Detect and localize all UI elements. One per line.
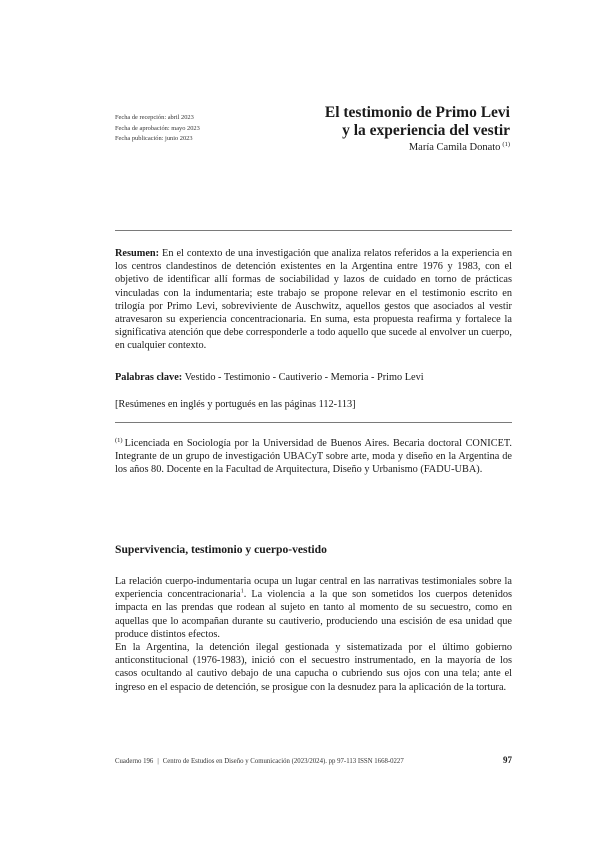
body-paragraph-1: [115, 575, 512, 641]
author-footnote: [115, 437, 512, 477]
abstract: [115, 247, 512, 353]
section-heading: Supervivencia, testimonio y cuerpo-vestido: [115, 543, 327, 556]
author-note-marker: (1): [502, 140, 510, 148]
body-paragraph-2: En la Argentina, la detención ilegal gestionada y sistematizada por el último gobierno anticonstitucional (1976-1983), inició con el secuestro instrumentado, en la mayoría de los casos ocultando al cautivo debajo de una capucha o cubriendo sus ojos con una tela; ante el ingreso en el espacio de detención, se prosigue con la desnudez para la aplicación de la tortura.: [115, 642, 512, 693]
footnote-reference: 1: [240, 588, 244, 595]
publisher-info: Centro de Estudios en Diseño y Comunicación (2023/2024). pp 97-113 ISSN 1668-0227: [162, 758, 404, 765]
article-title: [210, 104, 510, 139]
top-divider: [115, 230, 512, 231]
footer-separator: |: [157, 758, 159, 765]
footnote-text: Licenciada en Sociología por la Universidad de Buenos Aires. Becaria doctoral CONICET. Integrante de un grupo de investigación UBACyT sobre arte, moda y diseño en la Argentina de los años 80. Docente en la Facultad de Arquitectura, Diseño y Urbanismo (FADU-UBA).: [115, 438, 512, 476]
abstracts-other-languages-note: [Resúmenes en inglés y portugués en las páginas 112-113]: [115, 399, 356, 410]
reception-date: Fecha de recepción: abril 2023: [115, 114, 194, 121]
abstract-text: En el contexto de una investigación que analiza relatos referidos a la experiencia en los centros clandestinos de detención existentes en la Argentina entre 1976 y 1983, con el objetivo de identificar allí formas de sociabilidad y lazos de cuidado en torno de prácticas vinculadas con la indumentaria; este trabajo se propone relevar en el testimonio escrito en trilogía por Primo Levi, sobreviviente de Auschwitz, aquellos gestos que asociados al vestir atravesaron su experiencia concentracionaria. En suma, esta propuesta reafirma y fortalece la significativa atención que debe corresponderle a todo aquello que sucede al envolver un cuerpo, en cualquier contexto.: [115, 248, 512, 352]
paragraph-1-text-b: . La violencia a la que son sometidos los cuerpos detenidos impacta en las prendas que rodean al sujeto en tanto al momento de su secuestro, como en aquellas que lo acompañan durante su cautiverio, produciendo una escisión de esa unidad que produce distintos efectos.: [115, 589, 512, 640]
bottom-divider: [115, 422, 512, 423]
keywords: [115, 371, 512, 384]
footnote-marker: (1): [115, 436, 123, 444]
page-number: 97: [503, 755, 512, 765]
body-text: [115, 575, 512, 694]
article-author: [210, 141, 510, 154]
keywords-label: Palabras clave:: [115, 372, 183, 383]
paragraph-1-text-a: La relación cuerpo-indumentaria ocupa un lugar central en las narrativas testimoniales sobre la experiencia concentracionaria: [115, 576, 512, 601]
keywords-text: Vestido - Testimonio - Cautiverio - Memoria - Primo Levi: [182, 372, 424, 383]
abstract-label: Resumen:: [115, 248, 160, 259]
author-name: María Camila Donato: [408, 142, 501, 153]
journal-issue: Cuaderno 196: [115, 758, 154, 765]
page-footer: [115, 757, 512, 766]
publication-date: Fecha publicación: junio 2023: [115, 135, 193, 142]
title-line-2: y la experiencia del vestir: [342, 121, 510, 139]
approval-date: Fecha de aprobación: mayo 2023: [115, 124, 200, 132]
title-line-1: El testimonio de Primo Levi: [324, 104, 510, 121]
